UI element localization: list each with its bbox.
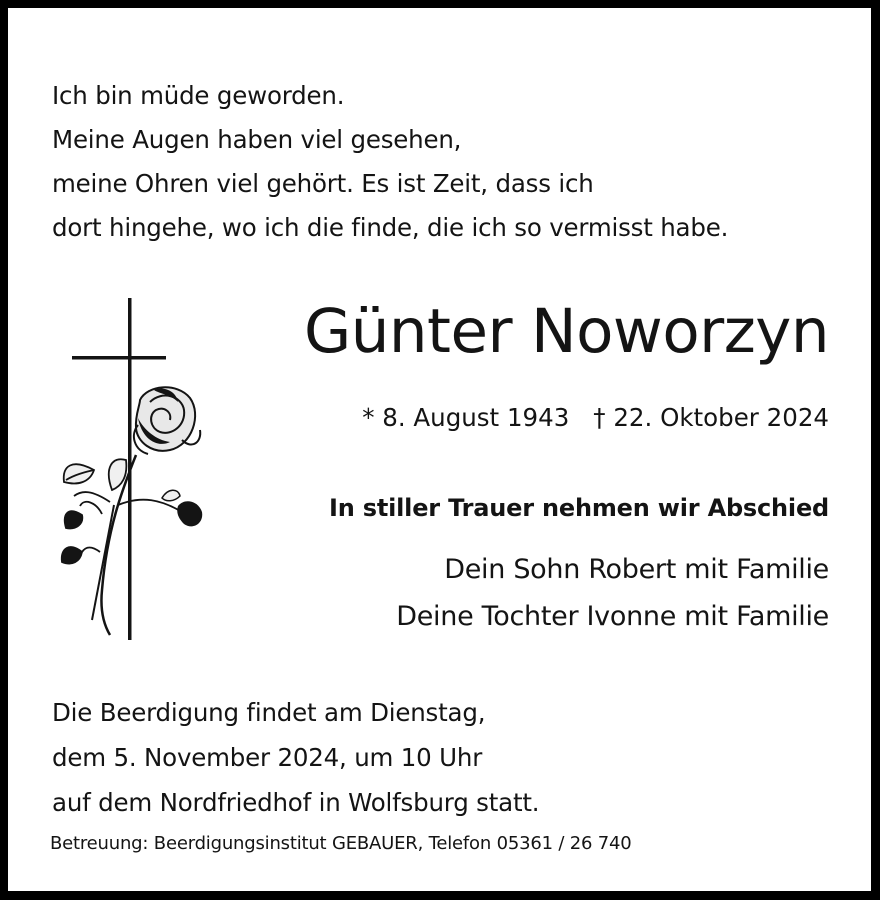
birth-date: * 8. August 1943 — [362, 403, 570, 432]
family-list — [396, 546, 829, 640]
mourning-heading: In stiller Trauer nehmen wir Abschied — [329, 494, 829, 522]
funeral-line: Die Beerdigung findet am Dienstag, — [52, 698, 486, 727]
deceased-name: Günter Noworzyn — [303, 296, 829, 367]
obituary-card — [8, 8, 871, 891]
funeral-home-footer: Betreuung: Beerdigungsinstitut GEBAUER, Telefon 05361 / 26 740 — [50, 833, 632, 854]
death-date: † 22. Oktober 2024 — [593, 403, 829, 432]
funeral-details — [52, 690, 539, 825]
verse-line: Meine Augen haben viel gesehen, — [52, 125, 462, 154]
family-member: Dein Sohn Robert mit Familie — [444, 554, 829, 585]
verse — [52, 74, 728, 250]
verse-line: dort hingehe, wo ich die finde, die ich so vermisst habe. — [52, 213, 729, 242]
funeral-line: dem 5. November 2024, um 10 Uhr — [52, 743, 483, 772]
family-member: Deine Tochter Ivonne mit Familie — [396, 601, 829, 632]
life-dates — [362, 403, 829, 432]
funeral-line: auf dem Nordfriedhof in Wolfsburg statt. — [52, 788, 540, 817]
cross-with-rose-icon — [52, 290, 212, 640]
verse-line: meine Ohren viel gehört. Es ist Zeit, dass ich — [52, 169, 594, 198]
verse-line: Ich bin müde geworden. — [52, 81, 345, 110]
